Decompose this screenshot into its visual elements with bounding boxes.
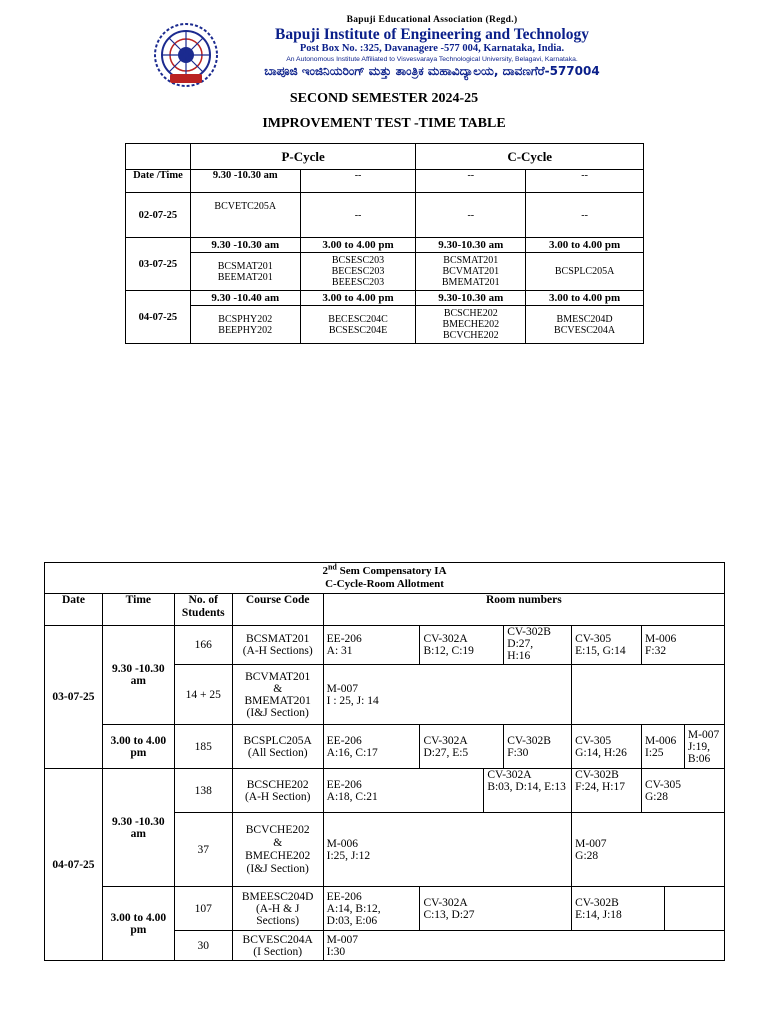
room-allocation: G:14, H:26 bbox=[575, 746, 627, 759]
course-code: BMEMAT201 bbox=[244, 694, 311, 707]
room-number: CV-305 bbox=[645, 778, 681, 791]
room-cell bbox=[323, 665, 571, 725]
room-cell bbox=[323, 887, 420, 931]
room-allocation: F:32 bbox=[645, 645, 667, 657]
course-code: BEEESC203 bbox=[331, 277, 385, 288]
room-number: EE-206 bbox=[326, 778, 362, 791]
room-number: M-007 bbox=[326, 682, 358, 695]
course-code: BCVESC204A bbox=[242, 933, 313, 946]
room-allocation: B:12, C:19 bbox=[423, 645, 474, 657]
room-allocation: C:13, D:27 bbox=[423, 908, 475, 921]
room-cell bbox=[572, 769, 642, 813]
students-cell: 37 bbox=[174, 813, 232, 887]
time-cell: 9.30 -10.30 am bbox=[102, 626, 174, 725]
room-cell bbox=[420, 887, 572, 931]
course-cell bbox=[416, 253, 526, 291]
title-superscript: nd bbox=[327, 562, 337, 572]
time-cell: 9.30-10.30 am bbox=[416, 291, 526, 306]
room-allocation: A:14, B:12, bbox=[326, 902, 381, 915]
room-number: EE-206 bbox=[326, 633, 362, 645]
course-cell bbox=[232, 813, 323, 887]
room-number: CV-302A bbox=[423, 633, 468, 645]
course-sections: (I Section) bbox=[253, 945, 303, 958]
course-code: BCSPHY202 bbox=[218, 313, 273, 325]
time-cell: 3.00 to 4.00 pm bbox=[300, 238, 416, 253]
affiliation-text: An Autonomous Institute Affiliated to Visvesvaraya Technological University, Belagavi, Karnataka. bbox=[286, 56, 578, 63]
course-code: BCSPLC205A bbox=[554, 266, 615, 277]
course-sections: (A-H Sections) bbox=[242, 645, 313, 657]
course-code: BMECHE202 bbox=[442, 319, 500, 330]
course-code: BCSCHE202 bbox=[246, 778, 309, 791]
room-cell bbox=[572, 626, 642, 665]
p-cycle-header: P-Cycle bbox=[190, 144, 416, 170]
empty-room-cell bbox=[664, 887, 724, 931]
c-cycle-header: C-Cycle bbox=[416, 144, 644, 170]
room-cell bbox=[323, 931, 724, 961]
room-cell bbox=[323, 769, 484, 813]
course-sections: (A-H Section) bbox=[244, 790, 311, 803]
room-number: CV-302A bbox=[487, 769, 532, 781]
date-header: Date bbox=[45, 594, 103, 626]
title-text: Sem Compensatory IA bbox=[336, 565, 447, 577]
time-cell: -- bbox=[300, 170, 416, 193]
time-cell: 3.00 to 4.00 pm bbox=[526, 238, 644, 253]
course-cell bbox=[232, 725, 323, 769]
course-sections: (A-H & J bbox=[255, 902, 300, 915]
room-cell bbox=[323, 725, 420, 769]
room-allocation: A:18, C:21 bbox=[326, 790, 378, 803]
course-code: BEEPHY202 bbox=[218, 324, 273, 336]
room-allocation: D:27, E:5 bbox=[423, 746, 469, 759]
time-cell: 9.30 -10.30 am bbox=[102, 769, 174, 887]
course-code: BCSESC204E bbox=[328, 324, 388, 336]
time-cell: 9.30 -10.30 am bbox=[190, 170, 300, 193]
room-cell bbox=[420, 725, 504, 769]
semester-title: SECOND SEMESTER 2024-25 bbox=[289, 91, 479, 106]
room-allotment-table bbox=[44, 562, 725, 961]
students-header: No. of Students bbox=[174, 594, 232, 626]
room-cell bbox=[504, 725, 572, 769]
course-code: BMESC204D bbox=[556, 313, 613, 325]
time-cell: 3.00 to 4.00 pm bbox=[300, 291, 416, 306]
course-cell bbox=[300, 306, 416, 344]
date-cell: 03-07-25 bbox=[45, 626, 103, 769]
room-number: M-007 bbox=[575, 837, 607, 850]
course-code: BCVCHE202 bbox=[443, 330, 499, 341]
room-number: CV-302B bbox=[575, 769, 619, 781]
course-cell bbox=[232, 769, 323, 813]
time-cell: 3.00 to 4.00 pm bbox=[102, 725, 174, 769]
room-number: M-006 bbox=[645, 734, 677, 747]
room-number: EE-206 bbox=[326, 890, 362, 903]
room-allocation: I:25, J:12 bbox=[326, 849, 371, 862]
course-cell bbox=[416, 306, 526, 344]
room-number: M-006 bbox=[645, 633, 677, 645]
room-allocation: E:14, J:18 bbox=[575, 908, 622, 921]
course-code: BMEMAT201 bbox=[441, 277, 500, 288]
room-allocation: A: 31 bbox=[326, 645, 353, 657]
room-cell bbox=[420, 626, 504, 665]
course-cell bbox=[526, 253, 644, 291]
room-allocation: F:24, H:17 bbox=[575, 781, 625, 793]
datetime-header: Date /Time bbox=[126, 170, 191, 193]
course-code: BEEMAT201 bbox=[217, 271, 273, 283]
time-cell: 9.30 -10.40 am bbox=[190, 291, 300, 306]
room-number: M-006 bbox=[326, 837, 358, 850]
association-name: Bapuji Educational Association (Regd.) bbox=[346, 15, 518, 25]
course-cell bbox=[232, 665, 323, 725]
room-allocation: E:15, G:14 bbox=[575, 645, 626, 657]
course-cell bbox=[232, 931, 323, 961]
course-sections: Sections) bbox=[256, 914, 300, 927]
room-number: CV-302A bbox=[423, 896, 468, 909]
room-cell bbox=[572, 887, 665, 931]
room-number: CV-302B bbox=[575, 896, 619, 909]
course-code: BCVESC204A bbox=[554, 324, 616, 336]
room-cell bbox=[642, 769, 725, 813]
course-code: BCVMAT201 bbox=[245, 670, 311, 683]
room-allocation: G:28 bbox=[645, 790, 668, 803]
date-cell: 02-07-25 bbox=[126, 193, 191, 238]
students-cell: 14 + 25 bbox=[174, 665, 232, 725]
students-cell: 107 bbox=[174, 887, 232, 931]
course-code: BCSMAT201 bbox=[443, 255, 499, 266]
date-cell: 04-07-25 bbox=[45, 769, 103, 961]
course-cell: -- bbox=[526, 193, 644, 238]
course-cell bbox=[232, 887, 323, 931]
kannada-name: ಬಾಪೂಜಿ ಇಂಜಿನಿಯರಿಂಗ್ ಮತ್ತು ತಾಂತ್ರಿಕ ಮಹಾವಿದ್ಯಾಲಯ, ದಾವಣಗೆರೆ-577004 bbox=[264, 64, 600, 78]
room-allocation: B:03, D:14, E:13 bbox=[487, 781, 566, 793]
room-allocation: I : 25, J: 14 bbox=[326, 694, 379, 707]
students-cell: 166 bbox=[174, 626, 232, 665]
time-cell: 3.00 to 4.00 pm bbox=[526, 291, 644, 306]
improvement-test-timetable bbox=[125, 143, 644, 344]
room-number: M-007 bbox=[687, 728, 720, 741]
course-code: BCSMAT201 bbox=[246, 633, 310, 645]
room-allocation: H:16 bbox=[507, 650, 531, 662]
course-code: BCVCHE202 bbox=[245, 823, 310, 836]
time-header: Time bbox=[102, 594, 174, 626]
course-joiner: & bbox=[273, 682, 283, 695]
institute-header bbox=[0, 14, 768, 86]
empty-room-cell bbox=[572, 665, 725, 725]
course-sections: (All Section) bbox=[247, 746, 308, 759]
course-cell: BCVETC205A bbox=[190, 193, 300, 238]
room-cell bbox=[572, 813, 725, 887]
room-cell bbox=[323, 626, 420, 665]
room-cell bbox=[484, 769, 572, 813]
course-cell bbox=[526, 306, 644, 344]
allotment-subtitle: C-Cycle-Room Allotment bbox=[325, 578, 444, 590]
course-cell: -- bbox=[300, 193, 416, 238]
room-cell bbox=[323, 813, 571, 887]
date-cell: 03-07-25 bbox=[126, 238, 191, 291]
course-code: BECESC204C bbox=[328, 313, 388, 325]
course-code: BMEESC204D bbox=[241, 890, 314, 903]
room-number: CV-305 bbox=[575, 633, 612, 645]
room-cell bbox=[642, 725, 685, 769]
room-number: CV-302B bbox=[507, 734, 551, 747]
room-cell bbox=[684, 725, 724, 769]
time-cell: 9.30 -10.30 am bbox=[190, 238, 300, 253]
rooms-header: Room numbers bbox=[323, 594, 724, 626]
course-sections: (I&J Section) bbox=[246, 706, 309, 719]
room-allocation: D:03, E:06 bbox=[326, 914, 378, 927]
course-cell bbox=[232, 626, 323, 665]
room-allocation: I:30 bbox=[326, 945, 346, 958]
institute-address: Post Box No. :325, Davanagere -577 004, Karnataka, India. bbox=[299, 43, 565, 54]
students-cell: 30 bbox=[174, 931, 232, 961]
blank-cell bbox=[126, 144, 191, 170]
date-cell: 04-07-25 bbox=[126, 291, 191, 344]
room-cell bbox=[642, 626, 725, 665]
course-cell: -- bbox=[416, 193, 526, 238]
room-number: EE-206 bbox=[326, 734, 362, 747]
room-cell bbox=[504, 626, 572, 665]
course-cell bbox=[190, 253, 300, 291]
allotment-title bbox=[45, 563, 725, 594]
room-allocation: J:19, bbox=[687, 740, 710, 753]
course-joiner: & bbox=[273, 836, 283, 849]
room-number: CV-302B bbox=[507, 626, 551, 638]
institute-seal-icon bbox=[152, 22, 220, 88]
course-code: BMECHE202 bbox=[245, 849, 311, 862]
course-code: BCVMAT201 bbox=[442, 266, 500, 277]
institute-name: Bapuji Institute of Engineering and Technology bbox=[275, 26, 589, 43]
course-cell bbox=[300, 253, 416, 291]
room-allocation: I:25 bbox=[645, 746, 664, 759]
room-number: CV-305 bbox=[575, 734, 612, 747]
title-number: 2 bbox=[322, 565, 328, 577]
time-cell: -- bbox=[416, 170, 526, 193]
course-sections: (I&J Section) bbox=[246, 862, 309, 875]
room-cell bbox=[572, 725, 642, 769]
room-number: CV-302A bbox=[423, 734, 468, 747]
timetable-title: IMPROVEMENT TEST -TIME TABLE bbox=[262, 116, 506, 131]
course-header: Course Code bbox=[232, 594, 323, 626]
students-cell: 138 bbox=[174, 769, 232, 813]
room-allocation: G:28 bbox=[575, 849, 599, 862]
time-cell: 3.00 to 4.00 pm bbox=[102, 887, 174, 961]
time-cell: 9.30-10.30 am bbox=[416, 238, 526, 253]
course-code: BECESC203 bbox=[331, 266, 385, 277]
time-cell: -- bbox=[526, 170, 644, 193]
room-number: M-007 bbox=[326, 933, 358, 946]
room-allocation: A:16, C:17 bbox=[326, 746, 378, 759]
room-allocation: F:30 bbox=[507, 746, 529, 759]
students-cell: 185 bbox=[174, 725, 232, 769]
room-allocation: D:27, bbox=[507, 638, 534, 650]
course-cell bbox=[190, 306, 300, 344]
course-code: BCSESC203 bbox=[331, 255, 385, 266]
course-code: BCSMAT201 bbox=[217, 260, 273, 272]
course-code: BCSPLC205A bbox=[243, 734, 312, 747]
course-code: BCSCHE202 bbox=[443, 308, 498, 319]
room-allocation: B:06 bbox=[687, 752, 711, 765]
